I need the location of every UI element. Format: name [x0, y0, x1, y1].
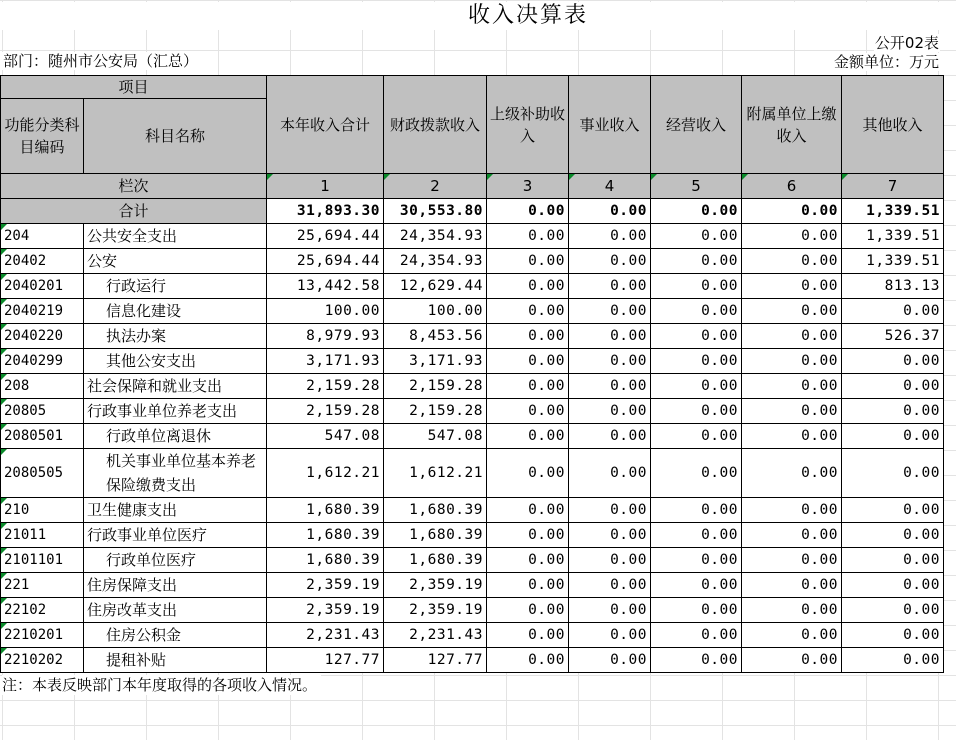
item-header: 项目: [1, 76, 267, 99]
value-cell-col-2: 24,354.93: [384, 249, 487, 274]
table-row: [1, 498, 944, 523]
value-cell-col-6: 0.00: [742, 324, 842, 349]
value-cell-col-6: 0.00: [742, 274, 842, 299]
value-cell-col-7: 0.00: [842, 299, 944, 324]
value-cell-col-5: 0.00: [651, 299, 742, 324]
value-cell-col-6: 0.00: [742, 498, 842, 523]
superior-subsidy-header: 上级补助收入: [487, 76, 569, 174]
subject-name-header: 科目名称: [84, 99, 267, 174]
function-code-cell: 210: [1, 498, 84, 523]
value-cell-col-7: 0.00: [842, 548, 944, 573]
table-row: [1, 598, 944, 623]
subject-name-cell: 信息化建设: [84, 299, 267, 324]
table-row: [1, 548, 944, 573]
value-cell-col-3: 0.00: [487, 224, 569, 249]
value-cell-col-3: 0.00: [487, 424, 569, 449]
value-cell-col-2: 2,359.19: [384, 598, 487, 623]
value-cell-col-5: 0.00: [651, 424, 742, 449]
value-cell-col-5: 0.00: [651, 349, 742, 374]
value-cell-col-5: 0.00: [651, 374, 742, 399]
total-label: 合计: [1, 199, 267, 224]
func-code-header: 功能分类科目编码: [1, 99, 84, 174]
income-table: [0, 75, 944, 673]
value-cell-col-3: 0.00: [487, 399, 569, 424]
value-cell-col-2: 1,680.39: [384, 548, 487, 573]
page-title: 收入决算表: [0, 2, 956, 30]
value-cell-col-1: 1,680.39: [267, 548, 384, 573]
value-cell-col-6: 0.00: [742, 573, 842, 598]
value-cell-col-7: 0.00: [842, 523, 944, 548]
total-income-header: 本年收入合计: [267, 76, 384, 174]
value-cell-col-5: 0.00: [651, 573, 742, 598]
value-cell-col-2: 12,629.44: [384, 274, 487, 299]
public-table-number: 公开02表: [874, 34, 939, 52]
value-cell-col-3: 0.00: [487, 324, 569, 349]
total-value-3: 0.00: [487, 199, 569, 224]
value-cell-col-4: 0.00: [569, 249, 651, 274]
value-cell-col-2: 547.08: [384, 424, 487, 449]
function-code-cell: 2210201: [1, 623, 84, 648]
value-cell-col-4: 0.00: [569, 274, 651, 299]
value-cell-col-4: 0.00: [569, 299, 651, 324]
value-cell-col-2: 1,680.39: [384, 498, 487, 523]
value-cell-col-3: 0.00: [487, 374, 569, 399]
operation-header: 经营收入: [651, 76, 742, 174]
value-cell-col-3: 0.00: [487, 449, 569, 498]
value-cell-col-2: 1,612.21: [384, 449, 487, 498]
value-cell-col-1: 2,359.19: [267, 598, 384, 623]
value-cell-col-5: 0.00: [651, 623, 742, 648]
table-row: [1, 374, 944, 399]
value-cell-col-5: 0.00: [651, 498, 742, 523]
subject-name-cell: 执法办案: [84, 324, 267, 349]
function-code-cell: 208: [1, 374, 84, 399]
amount-unit-label: 金额单位：万元: [833, 53, 939, 71]
function-code-cell: 2040220: [1, 324, 84, 349]
value-cell-col-2: 8,453.56: [384, 324, 487, 349]
value-cell-col-7: 0.00: [842, 449, 944, 498]
value-cell-col-2: 2,159.28: [384, 374, 487, 399]
value-cell-col-2: 3,171.93: [384, 349, 487, 374]
column-no-4: 4: [569, 174, 651, 199]
column-no-7: 7: [842, 174, 944, 199]
value-cell-col-7: 1,339.51: [842, 224, 944, 249]
business-header: 事业收入: [569, 76, 651, 174]
value-cell-col-5: 0.00: [651, 548, 742, 573]
value-cell-col-5: 0.00: [651, 274, 742, 299]
value-cell-col-4: 0.00: [569, 623, 651, 648]
value-cell-col-1: 547.08: [267, 424, 384, 449]
function-code-cell: 21011: [1, 523, 84, 548]
value-cell-col-2: 127.77: [384, 648, 487, 673]
value-cell-col-1: 3,171.93: [267, 349, 384, 374]
value-cell-col-3: 0.00: [487, 598, 569, 623]
value-cell-col-6: 0.00: [742, 399, 842, 424]
value-cell-col-6: 0.00: [742, 224, 842, 249]
value-cell-col-4: 0.00: [569, 374, 651, 399]
value-cell-col-6: 0.00: [742, 449, 842, 498]
value-cell-col-7: 526.37: [842, 324, 944, 349]
value-cell-col-7: 0.00: [842, 598, 944, 623]
value-cell-col-6: 0.00: [742, 548, 842, 573]
value-cell-col-1: 2,359.19: [267, 573, 384, 598]
value-cell-col-3: 0.00: [487, 349, 569, 374]
table-row: [1, 349, 944, 374]
subject-name-cell: 行政运行: [84, 274, 267, 299]
value-cell-col-3: 0.00: [487, 548, 569, 573]
value-cell-col-6: 0.00: [742, 299, 842, 324]
value-cell-col-4: 0.00: [569, 424, 651, 449]
subject-name-cell: 卫生健康支出: [84, 498, 267, 523]
total-value-7: 1,339.51: [842, 199, 944, 224]
subject-name-cell: 机关事业单位基本养老保险缴费支出: [84, 449, 267, 498]
total-value-4: 0.00: [569, 199, 651, 224]
subject-name-cell: 住房保障支出: [84, 573, 267, 598]
value-cell-col-3: 0.00: [487, 274, 569, 299]
value-cell-col-4: 0.00: [569, 349, 651, 374]
subject-name-cell: 行政单位医疗: [84, 548, 267, 573]
function-code-cell: 20402: [1, 249, 84, 274]
value-cell-col-6: 0.00: [742, 249, 842, 274]
table-row: [1, 523, 944, 548]
header-row-1: [1, 76, 944, 99]
value-cell-col-5: 0.00: [651, 648, 742, 673]
subject-name-cell: 社会保障和就业支出: [84, 374, 267, 399]
value-cell-col-7: 813.13: [842, 274, 944, 299]
function-code-cell: 204: [1, 224, 84, 249]
table-row: [1, 424, 944, 449]
table-row: [1, 324, 944, 349]
value-cell-col-2: 2,159.28: [384, 399, 487, 424]
value-cell-col-5: 0.00: [651, 598, 742, 623]
value-cell-col-7: 0.00: [842, 573, 944, 598]
value-cell-col-4: 0.00: [569, 548, 651, 573]
value-cell-col-2: 2,231.43: [384, 623, 487, 648]
value-cell-col-3: 0.00: [487, 299, 569, 324]
column-no-label: 栏次: [1, 174, 267, 199]
value-cell-col-4: 0.00: [569, 523, 651, 548]
subject-name-cell: 住房公积金: [84, 623, 267, 648]
value-cell-col-5: 0.00: [651, 449, 742, 498]
value-cell-col-3: 0.00: [487, 573, 569, 598]
value-cell-col-2: 100.00: [384, 299, 487, 324]
column-no-3: 3: [487, 174, 569, 199]
value-cell-col-4: 0.00: [569, 573, 651, 598]
table-row: [1, 623, 944, 648]
value-cell-col-6: 0.00: [742, 523, 842, 548]
value-cell-col-7: 0.00: [842, 623, 944, 648]
value-cell-col-4: 0.00: [569, 598, 651, 623]
value-cell-col-1: 1,612.21: [267, 449, 384, 498]
table-row: [1, 573, 944, 598]
value-cell-col-2: 2,359.19: [384, 573, 487, 598]
subject-name-cell: 住房改革支出: [84, 598, 267, 623]
value-cell-col-7: 0.00: [842, 399, 944, 424]
value-cell-col-2: 1,680.39: [384, 523, 487, 548]
total-value-2: 30,553.80: [384, 199, 487, 224]
table-row: [1, 399, 944, 424]
total-value-1: 31,893.30: [267, 199, 384, 224]
function-code-cell: 2040201: [1, 274, 84, 299]
value-cell-col-5: 0.00: [651, 399, 742, 424]
value-cell-col-4: 0.00: [569, 648, 651, 673]
function-code-cell: 2040299: [1, 349, 84, 374]
subject-name-cell: 行政事业单位养老支出: [84, 399, 267, 424]
function-code-cell: 20805: [1, 399, 84, 424]
value-cell-col-1: 127.77: [267, 648, 384, 673]
subject-name-cell: 其他公安支出: [84, 349, 267, 374]
value-cell-col-4: 0.00: [569, 449, 651, 498]
column-number-row: [1, 174, 944, 199]
value-cell-col-7: 0.00: [842, 424, 944, 449]
value-cell-col-7: 0.00: [842, 498, 944, 523]
value-cell-col-4: 0.00: [569, 498, 651, 523]
value-cell-col-3: 0.00: [487, 523, 569, 548]
table-row: [1, 449, 944, 498]
value-cell-col-6: 0.00: [742, 598, 842, 623]
value-cell-col-1: 1,680.39: [267, 498, 384, 523]
value-cell-col-3: 0.00: [487, 623, 569, 648]
column-no-5: 5: [651, 174, 742, 199]
footnote: 注：本表反映部门本年度取得的各项收入情况。: [2, 675, 321, 695]
table-row: [1, 299, 944, 324]
value-cell-col-4: 0.00: [569, 399, 651, 424]
subject-name-cell: 公共安全支出: [84, 224, 267, 249]
value-cell-col-7: 0.00: [842, 648, 944, 673]
value-cell-col-7: 1,339.51: [842, 249, 944, 274]
value-cell-col-5: 0.00: [651, 224, 742, 249]
function-code-cell: 2101101: [1, 548, 84, 573]
value-cell-col-6: 0.00: [742, 648, 842, 673]
value-cell-col-5: 0.00: [651, 249, 742, 274]
column-no-1: 1: [267, 174, 384, 199]
function-code-cell: 2040219: [1, 299, 84, 324]
value-cell-col-1: 2,231.43: [267, 623, 384, 648]
table-row: [1, 249, 944, 274]
value-cell-col-3: 0.00: [487, 648, 569, 673]
department-label: 部门：随州市公安局（汇总）: [3, 52, 199, 70]
value-cell-col-5: 0.00: [651, 523, 742, 548]
total-row: [1, 199, 944, 224]
total-value-6: 0.00: [742, 199, 842, 224]
column-no-2: 2: [384, 174, 487, 199]
function-code-cell: 221: [1, 573, 84, 598]
total-value-5: 0.00: [651, 199, 742, 224]
table-row: [1, 648, 944, 673]
fiscal-header: 财政拨款收入: [384, 76, 487, 174]
value-cell-col-4: 0.00: [569, 324, 651, 349]
value-cell-col-3: 0.00: [487, 249, 569, 274]
value-cell-col-7: 0.00: [842, 349, 944, 374]
value-cell-col-1: 2,159.28: [267, 374, 384, 399]
function-code-cell: 22102: [1, 598, 84, 623]
subject-name-cell: 公安: [84, 249, 267, 274]
value-cell-col-6: 0.00: [742, 349, 842, 374]
subject-name-cell: 行政单位离退休: [84, 424, 267, 449]
value-cell-col-1: 8,979.93: [267, 324, 384, 349]
function-code-cell: 2210202: [1, 648, 84, 673]
value-cell-col-1: 25,694.44: [267, 249, 384, 274]
value-cell-col-1: 25,694.44: [267, 224, 384, 249]
other-income-header: 其他收入: [842, 76, 944, 174]
value-cell-col-6: 0.00: [742, 424, 842, 449]
value-cell-col-1: 100.00: [267, 299, 384, 324]
value-cell-col-3: 0.00: [487, 498, 569, 523]
table-row: [1, 274, 944, 299]
value-cell-col-2: 24,354.93: [384, 224, 487, 249]
subject-name-cell: 提租补贴: [84, 648, 267, 673]
value-cell-col-1: 2,159.28: [267, 399, 384, 424]
affiliated-header: 附属单位上缴收入: [742, 76, 842, 174]
table-body: [1, 76, 944, 673]
value-cell-col-4: 0.00: [569, 224, 651, 249]
subject-name-cell: 行政事业单位医疗: [84, 523, 267, 548]
value-cell-col-5: 0.00: [651, 324, 742, 349]
value-cell-col-6: 0.00: [742, 374, 842, 399]
table-row: [1, 224, 944, 249]
value-cell-col-1: 13,442.58: [267, 274, 384, 299]
value-cell-col-6: 0.00: [742, 623, 842, 648]
value-cell-col-7: 0.00: [842, 374, 944, 399]
function-code-cell: 2080505: [1, 449, 84, 498]
column-no-6: 6: [742, 174, 842, 199]
function-code-cell: 2080501: [1, 424, 84, 449]
value-cell-col-1: 1,680.39: [267, 523, 384, 548]
